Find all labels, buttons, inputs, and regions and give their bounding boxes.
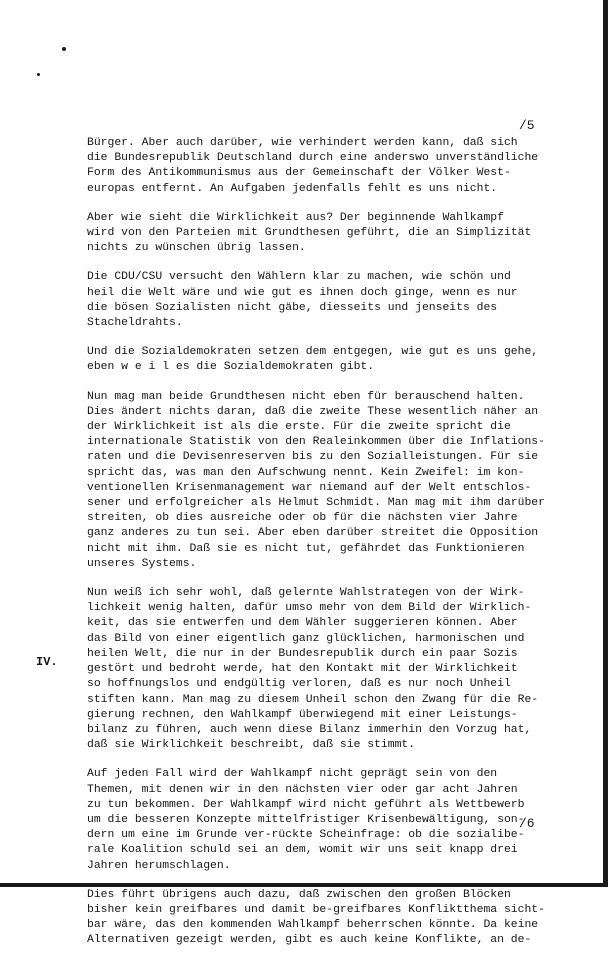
text-line: gestört und bedroht werde, hat den Kontakt mit der Wirklichkeit — [87, 663, 518, 676]
text-line: um die besseren Konzepte mittelfristiger Krisenbewältigung, son- — [87, 813, 525, 826]
text-line: raten und die Devisenreserven bis zu den Sozialleistungen. Für sie — [87, 451, 539, 464]
text-line: stiften kann. Man mag zu diesem Unheil schon den Zwang für die Re- — [87, 693, 539, 706]
text-line: dern um eine im Grunde ver-rückte Scheinfrage: ob die sozialibe- — [87, 829, 525, 842]
text-line: nicht mit ihm. Daß sie es nicht tut, gefährdet das Funktionieren — [87, 542, 525, 555]
page-number-top: /5 — [519, 118, 535, 133]
text-line: daß sie Wirklichkeit beschreibt, daß sie stimmt. — [87, 739, 416, 752]
text-line: ganz anderes zu tun sei. Aber eben darüber streitet die Opposition — [87, 527, 539, 540]
text-line: so hoffnungslos und endgültig verloren, daß es nur noch Unheil — [87, 678, 511, 691]
text-line: bilanz zu führen, auch wenn diese Bilanz immerhin den Vorzug hat, — [87, 723, 532, 736]
text-line: keit, das sie entwerfen und dem Wähler suggerieren können. Aber — [87, 617, 518, 630]
document-body — [87, 136, 567, 963]
text-line: die bösen Sozialisten nicht gäbe, diesseits und jenseits des — [87, 301, 498, 314]
text-line: Nun weiß ich sehr wohl, daß gelernte Wahlstrategen von der Wirk- — [87, 587, 525, 600]
text-line: Jahren herumschlagen. — [87, 859, 231, 872]
text-line: lichkeit wenig halten, dafür umso mehr von dem Bild der Wirklich- — [87, 602, 532, 615]
text-line: Aber wie sieht die Wirklichkeit aus? Der beginnende Wahlkampf — [87, 211, 504, 224]
text-line: unseres Systems. — [87, 557, 197, 570]
text-line: der Wirklichkeit ist als die erste. Für die zweite spricht die — [87, 421, 511, 434]
paragraph — [87, 136, 567, 197]
text-line: ventionellen Krisenmanagement war niemand auf der Welt entschlos- — [87, 481, 532, 494]
text-line: rale Koalition schuld sei an dem, womit wir uns seit knapp drei — [87, 844, 518, 857]
paragraph — [87, 345, 567, 375]
text-line: heil die Welt wäre und wie gut es ihnen doch ginge, wenn es nur — [87, 286, 518, 299]
text-line: Auf jeden Fall wird der Wahlkampf nicht geprägt sein von den — [87, 768, 498, 781]
text-line: heilen Welt, die nur in der Bundesrepublik durch ein paar Sozis — [87, 647, 518, 660]
text-line: Und die Sozialdemokraten setzen dem entgegen, wie gut es uns gehe, — [87, 346, 539, 359]
paragraph — [87, 888, 567, 949]
text-line: nichts zu wünschen übrig lassen. — [87, 242, 306, 255]
text-line: streiten, ob dies ausreiche oder ob für die nächsten vier Jahre — [87, 512, 518, 525]
punch-mark — [62, 47, 66, 51]
text-line: Themen, mit denen wir in den nächsten vier oder gar acht Jahren — [87, 783, 518, 796]
punch-mark — [37, 73, 40, 76]
text-line: Alternativen gezeigt werden, gibt es auch keine Konflikte, an de- — [87, 934, 532, 947]
paragraph — [87, 767, 567, 873]
text-line: Stacheldrahts. — [87, 317, 183, 330]
paragraph — [87, 586, 567, 753]
text-line: Die CDU/CSU versucht den Wählern klar zu machen, wie schön und — [87, 271, 511, 284]
text-line: internationale Statistik von den Realeinkommen über die Inflations- — [87, 436, 545, 449]
text-line: Nun mag man beide Grundthesen nicht eben für berauschend halten. — [87, 390, 525, 403]
text-line: das Bild von einer eigentlich ganz glücklichen, harmonischen und — [87, 632, 525, 645]
paragraph — [87, 211, 567, 257]
paragraph — [87, 270, 567, 331]
paragraph — [87, 390, 567, 572]
text-line: eben w e i l es die Sozialdemokraten gibt. — [87, 361, 375, 374]
text-line: europas entfernt. An Aufgaben jedenfalls fehlt es uns nicht. — [87, 182, 498, 195]
text-line: Dies ändert nichts daran, daß die zweite These wesentlich näher an — [87, 405, 539, 418]
text-line: zu tun bekommen. Der Wahlkampf wird nicht geführt als Wettbewerb — [87, 798, 525, 811]
text-line: gierung rechnen, den Wahlkampf überwiegend mit einer Leistungs- — [87, 708, 518, 721]
text-line: bar wäre, das den kommenden Wahlkampf beherrschen könnte. Da keine — [87, 919, 539, 932]
page-number-bottom: /6 — [519, 816, 535, 831]
text-line: die Bundesrepublik Deutschland durch eine anderswo unverständliche — [87, 152, 539, 165]
section-marker: IV. — [36, 655, 58, 669]
text-line: Dies führt übrigens auch dazu, daß zwischen den großen Blöcken — [87, 888, 511, 901]
text-line: Bürger. Aber auch darüber, wie verhindert werden kann, daß sich — [87, 137, 518, 149]
text-line: bisher kein greifbares und damit be-greifbares Konfliktthema sicht- — [87, 903, 545, 916]
text-line: spricht das, was man den Aufschwung nennt. Kein Zweifel: im kon- — [87, 466, 525, 479]
text-line: wird von den Parteien mit Grundthesen geführt, die an Simplizität — [87, 227, 532, 240]
text-line: Form des Antikommunismus aus der Gemeinschaft der Völker West- — [87, 167, 511, 180]
text-line: sener und erfolgreicher als Helmut Schmidt. Man mag mit ihm darüber — [87, 497, 545, 510]
